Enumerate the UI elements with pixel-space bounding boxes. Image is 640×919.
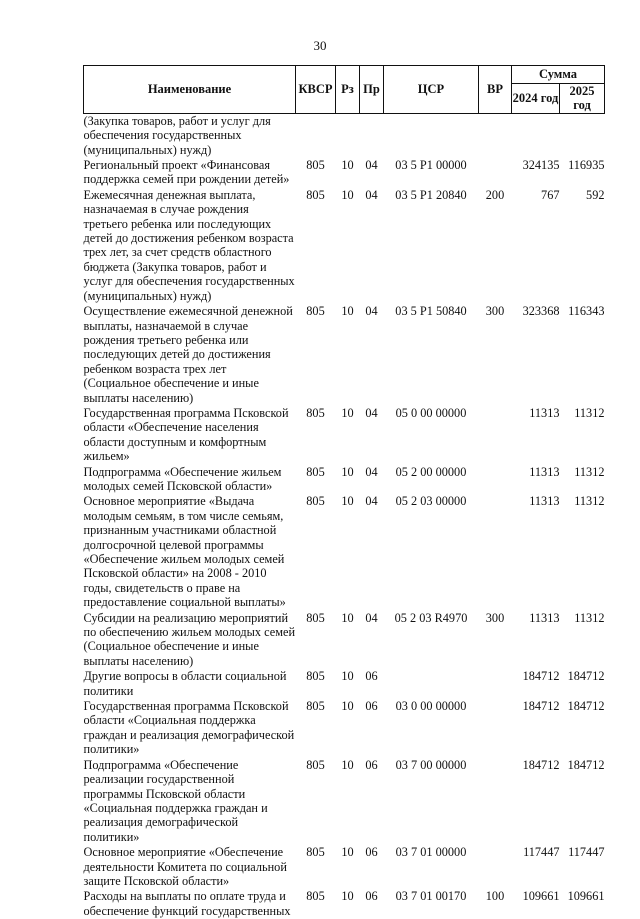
cell-pr: 06 bbox=[365, 757, 378, 772]
cell-kvsr: 805 bbox=[306, 187, 325, 202]
cell-pr: 04 bbox=[365, 158, 378, 173]
cell-vr bbox=[479, 669, 512, 699]
cell-rz: 10 bbox=[341, 187, 354, 202]
header-year-2025: 2025 год bbox=[560, 84, 605, 114]
cell-csr: 05 0 00 00000 bbox=[395, 405, 467, 420]
cell-kvsr: 805 bbox=[306, 158, 325, 173]
cell-vr bbox=[479, 494, 512, 610]
cell-pr: 04 bbox=[365, 187, 378, 202]
cell-csr: 03 7 01 00170 bbox=[395, 889, 467, 904]
cell-name: Основное мероприятие «Выдача молодым семьям, в том числе семьям, признанным участниками областной долгосрочной целевой программы «Обеспечение жильем молодых семей Псковской области» на 2008 - 2010 годы, свидетельств о праве на предоставление социальной выплаты» bbox=[83, 494, 286, 610]
table-row bbox=[84, 699, 605, 758]
cell-vr: 100 bbox=[485, 889, 505, 904]
cell-rz: 10 bbox=[341, 699, 354, 714]
table-row bbox=[84, 669, 605, 699]
cell-kvsr: 805 bbox=[306, 304, 325, 319]
table-row bbox=[84, 158, 605, 188]
header-pr: Пр bbox=[360, 66, 384, 114]
cell-y2: 184712 bbox=[567, 699, 605, 714]
cell-name: Ежемесячная денежная выплата, назначаемая в случае рождения третьего ребенка или последующих детей до достижения ребенком возраста трех лет, за счет средств областного бюджета (Закупка товаров, работ и услуг для обеспечения государственных (муниципальных) нужд) bbox=[83, 187, 295, 303]
cell-name: Государственная программа Псковской области «Социальная поддержка граждан и реализация демографической политики» bbox=[83, 699, 295, 757]
cell-rz: 10 bbox=[341, 464, 354, 479]
cell-y2: 184712 bbox=[567, 757, 605, 772]
cell-rz: 10 bbox=[341, 610, 354, 625]
cell-kvsr: 805 bbox=[306, 494, 325, 509]
page-number: 30 bbox=[313, 38, 327, 53]
cell-y2: 117447 bbox=[568, 845, 605, 860]
header-kvsr: КВСР bbox=[296, 66, 336, 114]
cell-pr: 04 bbox=[365, 304, 378, 319]
cell-pr: 06 bbox=[365, 669, 378, 684]
cell-name: (Закупка товаров, работ и услуг для обеспечения государственных (муниципальных) нужд) bbox=[83, 113, 271, 157]
table-row bbox=[84, 889, 605, 919]
cell-y1: 323368 bbox=[522, 304, 560, 319]
cell-name: Осуществление ежемесячной денежной выплаты, назначаемой в случае рождения третьего ребенка или последующих детей до достижения ребенком возраста трех лет (Социальное обеспечение и иные выплаты населению) bbox=[83, 304, 293, 405]
cell-name: Региональный проект «Финансовая поддержка семей при рождении детей» bbox=[83, 158, 290, 187]
cell-kvsr: 805 bbox=[306, 757, 325, 772]
cell-vr bbox=[479, 699, 512, 758]
cell-pr: 04 bbox=[365, 610, 378, 625]
cell-y2: 11312 bbox=[574, 464, 605, 479]
cell-y2 bbox=[560, 113, 605, 158]
cell-pr: 06 bbox=[365, 889, 378, 904]
cell-csr: 05 2 03 00000 bbox=[395, 494, 467, 509]
table-row bbox=[84, 188, 605, 304]
table-row bbox=[84, 113, 605, 158]
header-rz: Рз bbox=[336, 66, 360, 114]
cell-name: Подпрограмма «Обеспечение жильем молодых семей Псковской области» bbox=[83, 464, 282, 493]
cell-vr bbox=[479, 406, 512, 465]
table-header bbox=[84, 66, 605, 114]
cell-pr: 06 bbox=[365, 699, 378, 714]
cell-y1: 324135 bbox=[522, 158, 560, 173]
header-sum: Сумма bbox=[512, 66, 605, 84]
cell-vr: 300 bbox=[485, 304, 505, 319]
cell-rz: 10 bbox=[341, 494, 354, 509]
cell-y2: 592 bbox=[586, 187, 605, 202]
cell-y1: 184712 bbox=[522, 699, 560, 714]
table-row bbox=[84, 406, 605, 465]
cell-vr: 300 bbox=[485, 610, 505, 625]
cell-y2: 116935 bbox=[568, 158, 605, 173]
cell-pr: 06 bbox=[365, 845, 378, 860]
header-csr: ЦСР bbox=[384, 66, 479, 114]
cell-vr bbox=[479, 845, 512, 889]
cell-y1: 11313 bbox=[529, 494, 560, 509]
cell-vr: 200 bbox=[485, 187, 505, 202]
cell-kvsr bbox=[296, 113, 336, 158]
cell-vr bbox=[479, 113, 512, 158]
cell-kvsr: 805 bbox=[306, 610, 325, 625]
cell-y1: 11313 bbox=[529, 610, 560, 625]
cell-name: Государственная программа Псковской области «Обеспечение населения области доступным и комфортным жильем» bbox=[83, 405, 289, 464]
cell-rz bbox=[336, 113, 360, 158]
cell-y1 bbox=[512, 113, 560, 158]
cell-pr bbox=[360, 113, 384, 158]
cell-rz: 10 bbox=[341, 757, 354, 772]
cell-vr bbox=[479, 158, 512, 188]
cell-kvsr: 805 bbox=[306, 845, 325, 860]
cell-csr: 05 2 00 00000 bbox=[395, 464, 467, 479]
cell-kvsr: 805 bbox=[306, 405, 325, 420]
cell-y1: 184712 bbox=[522, 669, 560, 684]
cell-rz: 10 bbox=[341, 845, 354, 860]
cell-y1: 11313 bbox=[529, 464, 560, 479]
cell-pr: 04 bbox=[365, 464, 378, 479]
cell-csr: 03 5 P1 50840 bbox=[395, 304, 467, 319]
table-row bbox=[84, 465, 605, 495]
cell-rz: 10 bbox=[341, 889, 354, 904]
cell-csr: 03 7 00 00000 bbox=[395, 757, 467, 772]
cell-csr bbox=[384, 113, 479, 158]
cell-name: Подпрограмма «Обеспечение реализации государственной программы Псковской области «Социальная поддержка граждан и реализация демографической политики» bbox=[83, 757, 268, 844]
table-row bbox=[84, 611, 605, 670]
header-year-2024: 2024 год bbox=[512, 84, 560, 114]
table-row bbox=[84, 758, 605, 845]
cell-y1: 117447 bbox=[523, 845, 560, 860]
cell-rz: 10 bbox=[341, 405, 354, 420]
cell-csr: 03 7 01 00000 bbox=[395, 845, 467, 860]
header-name: Наименование bbox=[84, 66, 296, 114]
cell-csr: 03 0 00 00000 bbox=[395, 699, 467, 714]
budget-table bbox=[83, 65, 605, 919]
cell-y2: 11312 bbox=[574, 405, 605, 420]
cell-csr bbox=[384, 669, 479, 699]
header-vr: ВР bbox=[479, 66, 512, 114]
cell-kvsr: 805 bbox=[306, 669, 325, 684]
cell-name: Другие вопросы в области социальной политики bbox=[83, 669, 287, 698]
table-row bbox=[84, 845, 605, 889]
cell-name: Расходы на выплаты по оплате труда и обеспечение функций государственных bbox=[83, 889, 291, 918]
cell-vr bbox=[479, 465, 512, 495]
cell-vr bbox=[479, 758, 512, 845]
cell-pr: 04 bbox=[365, 405, 378, 420]
cell-name: Основное мероприятие «Обеспечение деятельности Комитета по социальной защите Псковской области» bbox=[83, 845, 287, 888]
cell-y2: 116343 bbox=[568, 304, 605, 319]
table-row bbox=[84, 304, 605, 406]
cell-y2: 11312 bbox=[574, 494, 605, 509]
cell-y2: 11312 bbox=[574, 610, 605, 625]
cell-kvsr: 805 bbox=[306, 464, 325, 479]
cell-name: Субсидии на реализацию мероприятий по обеспечению жильем молодых семей (Социальное обеспечение и иные выплаты населению) bbox=[83, 610, 296, 668]
cell-kvsr: 805 bbox=[306, 889, 325, 904]
cell-rz: 10 bbox=[341, 304, 354, 319]
cell-y1: 109661 bbox=[522, 889, 560, 904]
cell-rz: 10 bbox=[341, 669, 354, 684]
cell-rz: 10 bbox=[341, 158, 354, 173]
cell-kvsr: 805 bbox=[306, 699, 325, 714]
cell-y2: 109661 bbox=[567, 889, 605, 904]
cell-y1: 184712 bbox=[522, 757, 560, 772]
cell-y2: 184712 bbox=[567, 669, 605, 684]
cell-csr: 05 2 03 R4970 bbox=[394, 610, 468, 625]
cell-pr: 04 bbox=[365, 494, 378, 509]
cell-y1: 767 bbox=[541, 187, 560, 202]
cell-y1: 11313 bbox=[529, 405, 560, 420]
cell-csr: 03 5 P1 20840 bbox=[395, 187, 467, 202]
table-body bbox=[84, 113, 605, 919]
cell-csr: 03 5 P1 00000 bbox=[395, 158, 467, 173]
table-row bbox=[84, 494, 605, 610]
